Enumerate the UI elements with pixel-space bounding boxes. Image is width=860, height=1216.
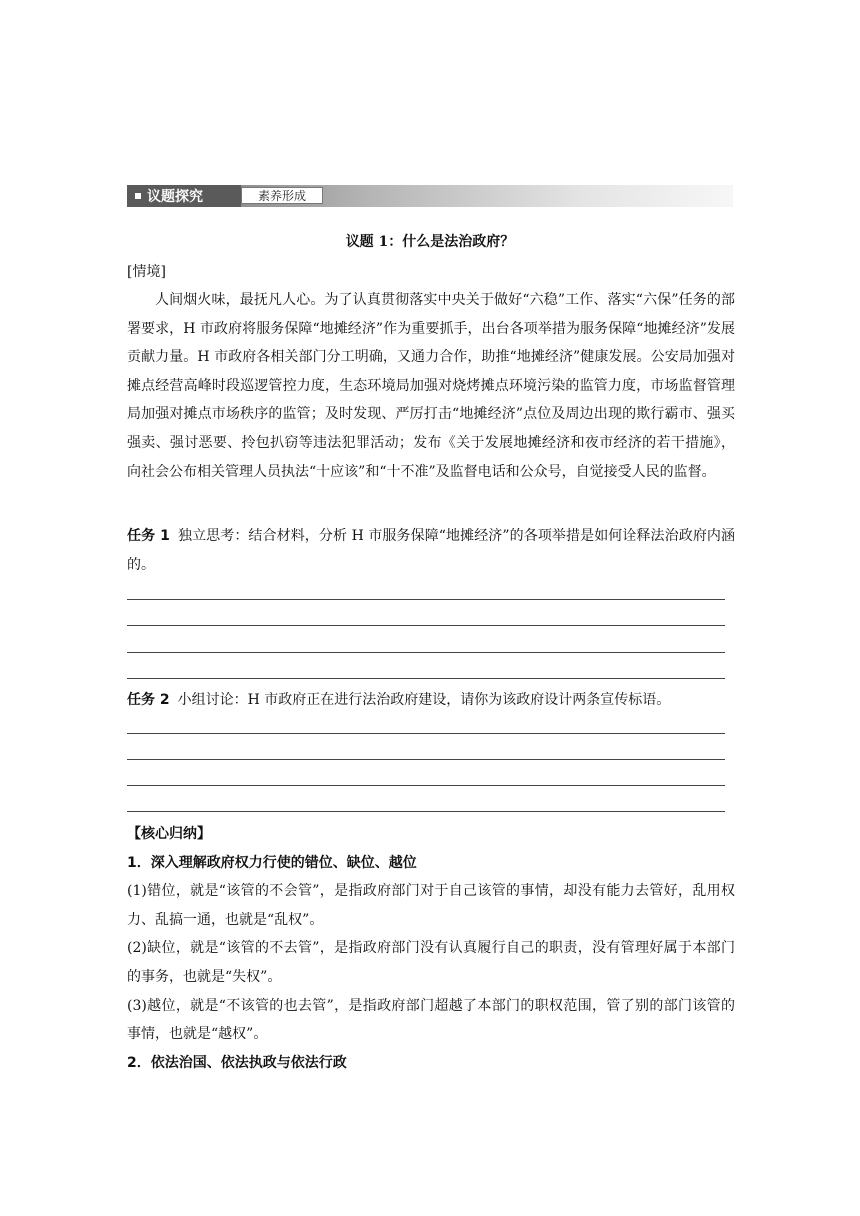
- core-summary: [127, 820, 735, 1077]
- banner-main-label: [127, 185, 241, 207]
- task-2-label: 任务 2: [127, 692, 170, 708]
- scenario-body: 人间烟火味，最抚凡人心。为了认真贯彻落实中央关于做好“六稳”工作、落实“六保”任务的部署要求，H 市政府将服务保障“地摊经济”作为重要抓手，出台各项举措为服务保障“地摊经济”发展贡献力量。H 市政府各相关部门分工明确，又通力合作，助推“地摊经济”健康发展。公安局加强对摊点经营高峰时段巡逻管控力度，生态环境局加强对烧烤摊点环境污染的监管力度，市场监督管理局加强对摊点市场秩序的监管；及时发现、严厉打击“地摊经济”点位及周边出现的欺行霸市、强买强卖、强讨恶要、拎包扒窃等违法犯罪活动；发布《关于发展地摊经济和夜市经济的若干措施》，向社会公布相关管理人员执法“十应该”和“十不准”及监督电话和公众号，自觉接受人民的监督。: [127, 292, 735, 480]
- core-paragraph-1: (1)错位，就是“该管的不会管”，是指政府部门对于自己该管的事情，却没有能力去管好，乱用权力、乱搞一通，也就是“乱权”。: [127, 883, 735, 928]
- answer-line[interactable]: [127, 625, 725, 626]
- answer-line[interactable]: [127, 811, 725, 812]
- square-bullet-icon: [135, 193, 141, 199]
- answer-line[interactable]: [127, 759, 725, 760]
- issue-title: 议题 1：什么是法治政府？: [345, 234, 515, 250]
- core-paragraph-2: (2)缺位，就是“该管的不去管”，是指政府部门没有认真履行自己的职责，没有管理好属于本部门的事务，也就是“失权”。: [127, 940, 735, 985]
- section-banner: [127, 185, 733, 207]
- answer-line[interactable]: [127, 652, 725, 653]
- task-1: [127, 522, 735, 579]
- core-heading: 【核心归纳】: [127, 826, 211, 842]
- banner-sub-label: 素养形成: [241, 187, 323, 204]
- answer-line[interactable]: [127, 733, 725, 734]
- core-paragraph-3: (3)越位，就是“不该管的也去管”，是指政府部门超越了本部门的职权范围，管了别的部门该管的事情，也就是“越权”。: [127, 997, 735, 1043]
- task-1-label: 任务 1: [127, 528, 170, 544]
- scenario-label: [情境]: [127, 264, 166, 280]
- answer-line[interactable]: [127, 785, 725, 786]
- task-2: [127, 686, 735, 715]
- banner-main-text: 议题探究: [147, 189, 203, 205]
- answer-line[interactable]: [127, 678, 725, 679]
- task-1-text: 独立思考：结合材料，分析 H 市服务保障“地摊经济”的各项举措是如何诠释法治政府内涵的。: [127, 528, 735, 573]
- core-item-1-title: 1．深入理解政府权力行使的错位、缺位、越位: [127, 854, 417, 871]
- task-2-text: 小组讨论：H 市政府正在进行法治政府建设，请你为该政府设计两条宣传标语。: [177, 692, 671, 708]
- answer-line[interactable]: [127, 599, 725, 600]
- core-item-2-title: 2．依法治国、依法执政与依法行政: [127, 1054, 347, 1071]
